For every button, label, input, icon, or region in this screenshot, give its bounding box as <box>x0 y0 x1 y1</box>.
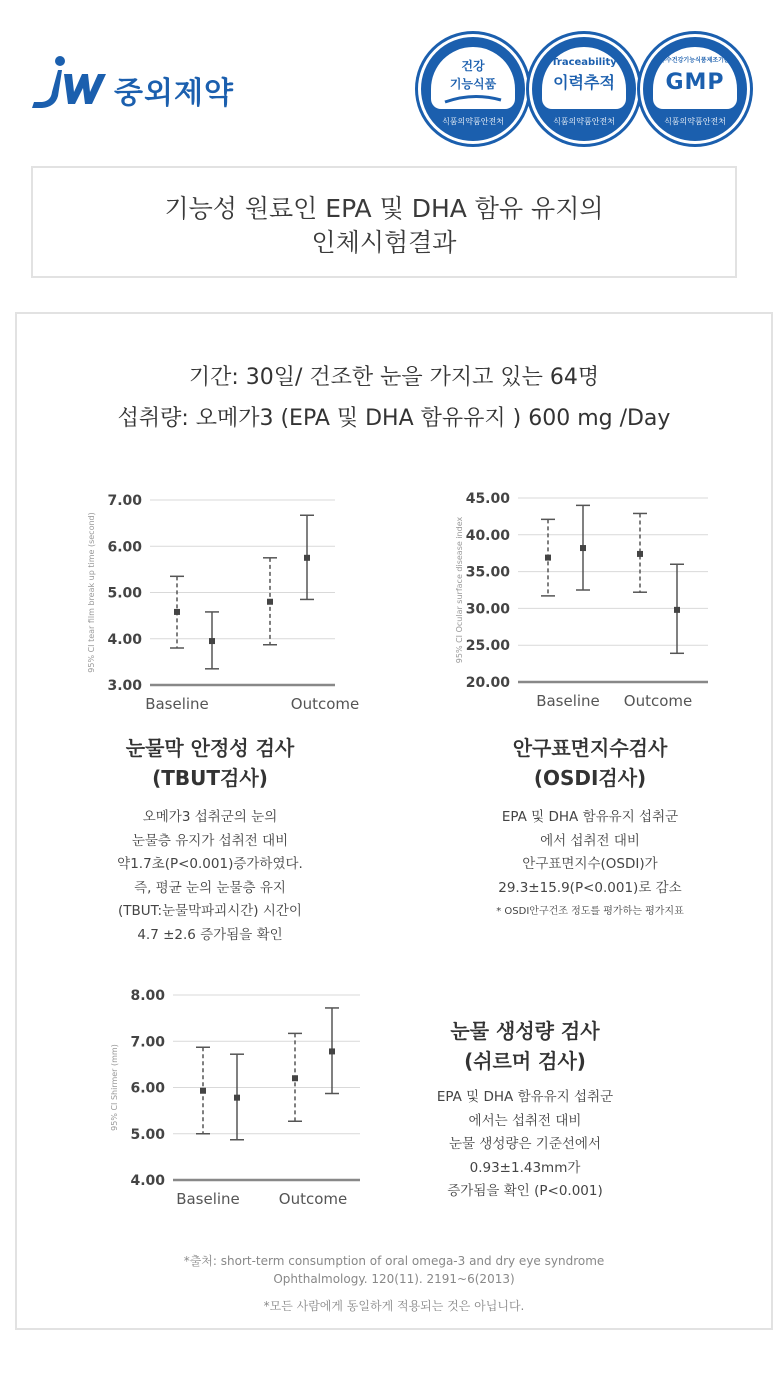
mean-point <box>174 609 180 615</box>
source-line-1: *출처: short-term consumption of oral omega-3 and dry eye syndrome <box>183 1254 605 1268</box>
source-line-2: Ophthalmology. 120(11). 2191~6(2013) <box>273 1272 515 1286</box>
gmp-badge <box>640 34 750 144</box>
badge-foot: 식품의약품안전처 <box>553 117 615 126</box>
badge-main: 이력추적 <box>553 73 615 92</box>
title-line-1: 기능성 원료인 EPA 및 DHA 함유 유지의 <box>164 194 604 223</box>
x-tick-label: Outcome <box>290 695 360 713</box>
mean-point <box>329 1048 335 1054</box>
schirmer-title: 눈물 생성량 검사 <box>450 1019 600 1043</box>
brand-logo <box>28 52 258 116</box>
mean-point <box>674 607 680 613</box>
text-line: 즉, 평균 눈의 눈물층 유지 <box>134 879 286 896</box>
osdi-chart <box>440 482 720 712</box>
schirmer-description <box>375 1086 675 1204</box>
tbut-chart <box>80 482 360 713</box>
mean-point <box>545 555 551 561</box>
y-tick-label: 4.00 <box>107 631 142 648</box>
y-axis-label: 95% CI tear film break up time (second) <box>87 512 96 673</box>
text-line: 눈물 생성량은 기준선에서 <box>448 1136 602 1152</box>
study-dosage: 섭취량: 오메가3 (EPA 및 DHA 함유유지 ) 600 mg /Day <box>117 406 671 431</box>
title-line-2: 인체시험결과 <box>311 228 457 257</box>
badge-top: 우수건강기능식품제조기준 <box>660 57 730 64</box>
y-tick-label: 5.00 <box>130 1126 165 1143</box>
y-tick-label: 7.00 <box>130 1034 165 1051</box>
schirmer-section <box>375 1016 675 1204</box>
y-tick-label: 3.00 <box>107 678 142 694</box>
badge-main: GMP <box>665 70 725 95</box>
badge-top: 건강 <box>461 59 485 73</box>
mean-point <box>637 551 643 557</box>
mean-point <box>580 545 586 551</box>
disclaimer: *모든 사람에게 동일하게 적용되는 것은 아닙니다. <box>263 1299 525 1313</box>
badge-foot: 식품의약품안전처 <box>442 117 504 126</box>
y-axis-label: 95% CI Shirmer (mm) <box>110 1044 119 1131</box>
text-line: 약1.7초(P<0.001)증가하였다. <box>117 856 303 872</box>
osdi-title: 안구표면지수검사 <box>512 736 668 760</box>
text-line: 눈물층 유지가 섭취전 대비 <box>131 832 289 849</box>
mean-point <box>200 1088 206 1094</box>
y-tick-label: 6.00 <box>130 1080 165 1097</box>
traceability-badge <box>529 34 639 144</box>
schirmer-subtitle: (쉬르머 검사) <box>464 1049 586 1073</box>
mean-point <box>209 638 215 644</box>
y-tick-label: 45.00 <box>465 491 510 507</box>
y-tick-label: 5.00 <box>107 585 142 602</box>
health-food-badge <box>418 34 528 144</box>
badge-foot: 식품의약품안전처 <box>664 117 726 126</box>
tbut-title: 눈물막 안정성 검사 <box>125 736 295 760</box>
y-tick-label: 4.00 <box>130 1173 165 1189</box>
text-line: 안구표면지수(OSDI)가 <box>522 856 658 872</box>
osdi-description <box>440 806 740 900</box>
mean-point <box>292 1075 298 1081</box>
y-tick-label: 25.00 <box>465 638 510 655</box>
schirmer-chart <box>105 978 375 1218</box>
mean-point <box>234 1095 240 1101</box>
badge-top: Traceability <box>551 57 617 68</box>
text-line: 0.93±1.43mm가 <box>469 1159 581 1176</box>
y-tick-label: 8.00 <box>130 988 165 1004</box>
y-tick-label: 30.00 <box>465 601 510 618</box>
text-line: 에서는 섭취전 대비 <box>468 1112 582 1129</box>
source-citation <box>15 1252 773 1288</box>
y-tick-label: 40.00 <box>465 527 510 544</box>
tbut-subtitle: (TBUT검사) <box>152 766 268 790</box>
y-tick-label: 35.00 <box>465 564 510 581</box>
text-line: 29.3±15.9(P<0.001)로 감소 <box>498 879 682 896</box>
text-line: EPA 및 DHA 함유유지 섭취군 <box>501 809 679 825</box>
text-line: 4.7 ±2.6 증가됨을 확인 <box>137 926 283 943</box>
y-tick-label: 6.00 <box>107 539 142 556</box>
osdi-subtitle: (OSDI검사) <box>533 766 647 790</box>
title-box <box>31 166 737 278</box>
text-line: 증가됨을 확인 (P<0.001) <box>447 1183 603 1199</box>
text-line: EPA 및 DHA 함유유지 섭취군 <box>436 1089 614 1105</box>
tbut-description <box>70 806 350 947</box>
x-tick-label: Baseline <box>176 1190 240 1208</box>
y-tick-label: 20.00 <box>465 675 510 691</box>
swoosh-icon <box>443 94 503 104</box>
text-line: 에서 섭취전 대비 <box>540 832 640 849</box>
osdi-section <box>440 733 740 917</box>
study-period: 기간: 30일/ 건조한 눈을 가지고 있는 64명 <box>188 365 600 390</box>
text-line: 오메가3 섭취군의 눈의 <box>142 809 278 825</box>
mean-point <box>304 555 310 561</box>
text-line: (TBUT:눈물막파괴시간) 시간이 <box>118 903 302 919</box>
x-tick-label: Baseline <box>145 695 209 713</box>
jw-logo-icon <box>28 52 114 112</box>
x-tick-label: Baseline <box>536 692 600 710</box>
x-tick-label: Outcome <box>623 692 693 710</box>
y-axis-label: 95% CI Ocular surface disease index <box>455 516 464 664</box>
mean-point <box>267 599 273 605</box>
y-tick-label: 7.00 <box>107 493 142 509</box>
osdi-note: * OSDI안구건조 정도를 평가하는 평가지표 <box>496 906 684 917</box>
brand-name: 중외제약 <box>114 76 234 111</box>
badge-main: 기능식품 <box>449 77 497 91</box>
tbut-section <box>70 733 350 947</box>
x-tick-label: Outcome <box>278 1190 348 1208</box>
